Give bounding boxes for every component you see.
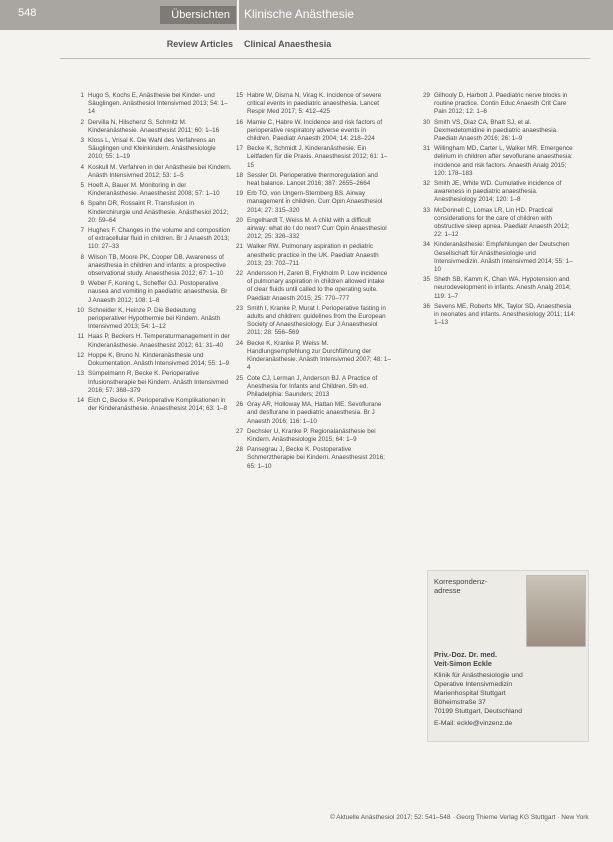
topic-label-de: Klinische Anästhesie xyxy=(244,7,355,21)
header-divider xyxy=(237,0,239,30)
reference-text: Habre W, Disma N, Virag K. Incidence of severe critical events in paediatric anaesthesia. Lancet Respir Med 2017; 5: 412–425 xyxy=(247,92,382,116)
reference-item xyxy=(72,200,232,225)
reference-item xyxy=(231,119,391,144)
reference-text: Dechsler U, Kranke P. Regionalanästhesie bei Kindern. Anästhesiologie 2015; 64: 1–9 xyxy=(247,427,376,443)
references-column-3 xyxy=(418,92,578,329)
reference-number: 28 xyxy=(235,446,243,454)
reference-item xyxy=(418,207,578,240)
reference-number: 35 xyxy=(422,276,430,284)
author-title-line-2: adresse xyxy=(434,586,461,595)
reference-item xyxy=(231,428,391,444)
reference-text: Walker RW. Pulmonary aspiration in pediatric anesthetic practice in the UK. Paediatr Anaesth 2013; 23: 702–711 xyxy=(247,243,379,267)
reference-text: Schneider K, Heinze P. Die Bedeutung perioperativer Hypothermie bei Kindern. Anästh Intensivmed 2013; 54: 1–12 xyxy=(88,306,221,331)
reference-text: Sessler DI. Perioperative thermoregulation and heat balance. Lancet 2016; 387: 2655–2664 xyxy=(247,171,378,188)
reference-text: McDonnell C, Lomax LR, Lin HD. Practical considerations for the care of children with obstructive sleep apnea. Paediatr Anaesth 2012; 22: 1–12 xyxy=(434,206,570,239)
reference-item xyxy=(72,254,232,279)
author-name-line-1: Priv.-Doz. Dr. med. xyxy=(434,650,497,659)
reference-item xyxy=(72,137,232,162)
reference-number: 9 xyxy=(80,280,84,288)
reference-item xyxy=(231,270,391,303)
reference-text: Spahn DR, Rossaint R. Transfusion in Kinderchirurgie und Anästhesie. Anästhesiol 2012; 20: 59–64 xyxy=(88,200,229,224)
reference-item xyxy=(231,340,391,373)
reference-number: 23 xyxy=(235,304,243,312)
reference-item xyxy=(72,92,232,117)
reference-item xyxy=(231,401,391,426)
reference-item xyxy=(72,182,232,198)
page-footer: © Aktuelle Anästhesiol 2017; 52: 541–548 · Georg Thieme Verlag KG Stuttgart · New York xyxy=(330,814,589,821)
reference-item xyxy=(418,92,578,117)
page-number: 548 xyxy=(18,7,37,19)
reference-text: Hoeft A, Bauer M. Monitoring in der Kinderanästhesie. Anaesthesist 2008; 57: 1–10 xyxy=(88,182,220,198)
reference-number: 19 xyxy=(235,190,243,198)
reference-number: 10 xyxy=(76,306,84,314)
header-bar xyxy=(0,0,613,30)
references-column-2 xyxy=(231,92,391,473)
reference-text: Gray AR, Holloway MA, Hattan ME. Sevoflurane and desflurane in paediatric anaesthesia. Br J Anaesth 2016; 116: 1–10 xyxy=(247,401,382,425)
reference-text: Becke K, Kranke P, Weiss M. Handlungsempfehlung zur Durchführung der Kinderanästhesie. Anästh Intensivmed 2007; 48: 1–4 xyxy=(247,339,391,372)
author-addr-line-2: Operative Intensivmedizin xyxy=(434,681,513,688)
reference-number: 29 xyxy=(422,92,430,99)
reference-number: 13 xyxy=(76,370,84,378)
reference-number: 15 xyxy=(235,92,243,99)
reference-item xyxy=(72,397,232,413)
author-box-title xyxy=(434,577,487,595)
reference-number: 17 xyxy=(235,145,243,153)
reference-number: 6 xyxy=(80,200,84,208)
reference-text: Pansegrau J, Becke K. Postoperative Schmerztherapie bei Kindern. Anaesthesist 2016; 65: 1–10 xyxy=(247,446,385,470)
reference-item xyxy=(231,305,391,338)
reference-text: Smith JE, White WD. Cumulative incidence of awareness in paediatric anaesthesia. Anesthesiology 2014; 120: 1–8 xyxy=(434,180,562,204)
reference-text: Wilson TB, Moore PK, Cooper DB. Awareness of anaesthesia in children and infants: a prospective observational study. Anaesthesia 2012; 67: 1–10 xyxy=(88,253,226,278)
reference-number: 32 xyxy=(422,180,430,188)
section-label-en: Review Articles xyxy=(166,39,233,49)
reference-number: 20 xyxy=(235,216,243,224)
reference-item xyxy=(231,145,391,170)
reference-text: Eich C, Becke K. Perioperative Komplikationen in der Kinderanästhesie. Anaesthesist 2014; 63: 1–8 xyxy=(88,396,227,413)
reference-item xyxy=(231,243,391,268)
reference-number: 33 xyxy=(422,206,430,214)
reference-text: Mamie C, Habre W. Incidence and risk factors of perioperative respiratory adverse events in children. Paediatr Anaesth 2004; 14: 218–224 xyxy=(247,118,383,143)
reference-number: 16 xyxy=(235,118,243,126)
reference-number: 18 xyxy=(235,171,243,179)
reference-text: Sümpelmann R, Becke K. Perioperative Infusionstherapie bei Kindern. Anästh Intensivmed 2016; 57: 368–379 xyxy=(88,370,229,394)
author-addr-line-4: Böheimstraße 37 xyxy=(434,699,486,706)
reference-text: Andersson H, Zaren B, Frykholm P. Low incidence of pulmonary aspiration in children allowed intake of clear fluids until called to the operating suite. Paediatr Anaesth 2015; 25: 770–777 xyxy=(247,270,388,302)
reference-text: Willingham MD, Carter L, Walker MR. Emergence delirium in children after sevoflurane anaesthesia: incidence and risk factors. Anaesth Analg 2015; 120: 178–183 xyxy=(434,145,573,177)
reference-text: Kloss L, Vrisal K. Die Wahl des Verfahrens an Säuglingen und Kleinkindern. Anästhesiologie 2010; 55: 1–19 xyxy=(88,137,216,161)
reference-number: 31 xyxy=(422,145,430,153)
reference-item xyxy=(231,190,391,215)
author-name xyxy=(434,651,497,668)
reference-item xyxy=(72,227,232,252)
reference-number: 24 xyxy=(235,339,243,347)
reference-text: Weber F, Koning L, Scheffer GJ. Postoperative nausea and vomiting in paediatric anaesthesia. Br J Anaesth 2012; 108: 1–8 xyxy=(88,280,228,304)
author-photo xyxy=(526,575,586,647)
reference-text: Becke K, Schmidt J. Kinderanästhesie. Ein Leitfaden für die Praxis. Anaesthesist 2012; 61: 1–15 xyxy=(247,145,388,169)
reference-item xyxy=(72,333,232,349)
topic-label-en: Clinical Anaesthesia xyxy=(244,39,332,49)
reference-item xyxy=(72,307,232,332)
reference-item xyxy=(418,276,578,301)
reference-number: 14 xyxy=(76,396,84,404)
reference-number: 22 xyxy=(235,270,243,278)
reference-item xyxy=(231,172,391,188)
reference-text: Sheth SB, Kamm K, Chan WA. Hypotension and neurodevelopment in infants. Anesth Analg 2014; 119: 1–7 xyxy=(434,276,571,300)
reference-text: Dervilla N, Hilschenz S, Schmitz M. Kinderanästhesie. Anaesthesist 2011; 60: 1–16 xyxy=(88,118,220,134)
reference-number: 11 xyxy=(77,333,84,341)
reference-text: Erb TO, von Ungern-Sternberg BS. Airway management in children. Curr Opin Anaesthesiol 2014; 27: 315–320 xyxy=(247,190,383,214)
reference-number: 4 xyxy=(80,163,84,171)
reference-item xyxy=(72,370,232,395)
author-addr-line-1: Klinik für Anästhesiologie und xyxy=(434,672,523,679)
reference-number: 2 xyxy=(80,118,84,126)
reference-number: 26 xyxy=(235,401,243,409)
section-label-de: Übersichten xyxy=(160,6,236,24)
author-email[interactable]: E-Mail: eckle@vinzenz.de xyxy=(434,720,513,727)
author-addr-line-3: Marienhospital Stuttgart xyxy=(434,690,506,697)
reference-text: Haas P, Beckers H. Temperaturmanagement in der Kinderanästhesie. Anaesthesist 2012; 61: 31–40 xyxy=(88,333,230,349)
reference-text: Engelhardt T, Weiss M. A child with a difficult airway: what do I do next? Curr Opin Anaesthesiol 2012; 25: 326–332 xyxy=(247,216,387,241)
reference-item xyxy=(72,280,232,305)
reference-text: Gilhooly D, Harbott J. Paediatric nerve blocks in routine practice. Contin Educ Anaesth Crit Care Pain 2012; 12: 1–6 xyxy=(434,92,568,116)
reference-number: 8 xyxy=(80,253,84,261)
reference-text: Hugo S, Kochs E, Anästhesie bei Kinder- und Säuglingen. Anästhesiol Intensivmed 2013; 54: 1–14 xyxy=(88,92,228,116)
reference-number: 36 xyxy=(422,302,430,310)
reference-item xyxy=(72,164,232,180)
reference-number: 27 xyxy=(235,427,243,435)
reference-number: 5 xyxy=(80,182,84,190)
reference-number: 3 xyxy=(80,137,84,145)
reference-text: Cote CJ, Lerman J, Anderson BJ. A Practice of Anesthesia for Infants and Children. 5th ed. Philadelphia: Saunders; 2013 xyxy=(247,374,378,398)
reference-number: 34 xyxy=(422,241,430,249)
reference-item xyxy=(231,375,391,400)
reference-text: Koskull M. Verfahren in der Anästhesie bei Kindern. Anästh Intensivmed 2012; 53: 1–5 xyxy=(88,163,232,179)
reference-text: Hoppe K, Bruno N. Kinderanästhesie und Dokumentation. Anästh Intensivmed 2014; 55: 1–9 xyxy=(88,351,230,368)
reference-item xyxy=(72,352,232,368)
reference-item xyxy=(418,119,578,144)
reference-number: 12 xyxy=(76,351,84,359)
author-box xyxy=(427,570,589,742)
reference-number: 21 xyxy=(235,243,243,251)
reference-number: 1 xyxy=(80,92,84,99)
author-address xyxy=(434,671,579,728)
reference-number: 7 xyxy=(80,227,84,235)
references-column-1 xyxy=(72,92,232,415)
reference-text: Smith I, Kranke P, Murat I. Perioperative fasting in adults and children: guidelines from the European Society of Anaesthesiology. Eur J Anaesthesiol 2011; 28: 556–569 xyxy=(247,304,386,337)
author-title-line-1: Korrespondenz- xyxy=(434,577,488,586)
reference-item xyxy=(418,303,578,328)
reference-text: Kinderanästhesie: Empfehlungen der Deutschen Gesellschaft für Anästhesiologie und Intensivmedizin. Anästh Intensivmed 2014; 55: 1–10 xyxy=(434,241,573,274)
reference-item xyxy=(231,446,391,471)
reference-item xyxy=(418,145,578,178)
reference-number: 25 xyxy=(235,374,243,382)
reference-item xyxy=(72,119,232,135)
reference-text: Hughes F. Changes in the volume and composition of extracellular fluid in children. Br J Anaesth 2013; 110: 27–33 xyxy=(88,227,231,251)
reference-item xyxy=(418,180,578,205)
reference-number: 30 xyxy=(422,118,430,126)
reference-text: Smith VS, Diaz CA, Bhatt SJ, et al. Dexmedetomidine in paediatric anaesthesia. Paediatr Anaesth 2016; 26: 1–9 xyxy=(434,118,558,143)
author-addr-line-5: 70199 Stuttgart, Deutschland xyxy=(434,708,523,715)
reference-item xyxy=(231,92,391,117)
reference-item xyxy=(231,217,391,242)
author-name-line-2: Veit-Simon Eckle xyxy=(434,658,492,668)
reference-text: Sevens ME, Roberts MK, Taylor SD. Anaesthesia in neonates and infants. Anesthesiology 2011; 114: 1–13 xyxy=(434,302,576,327)
header-rule xyxy=(60,58,590,59)
reference-item xyxy=(418,241,578,274)
